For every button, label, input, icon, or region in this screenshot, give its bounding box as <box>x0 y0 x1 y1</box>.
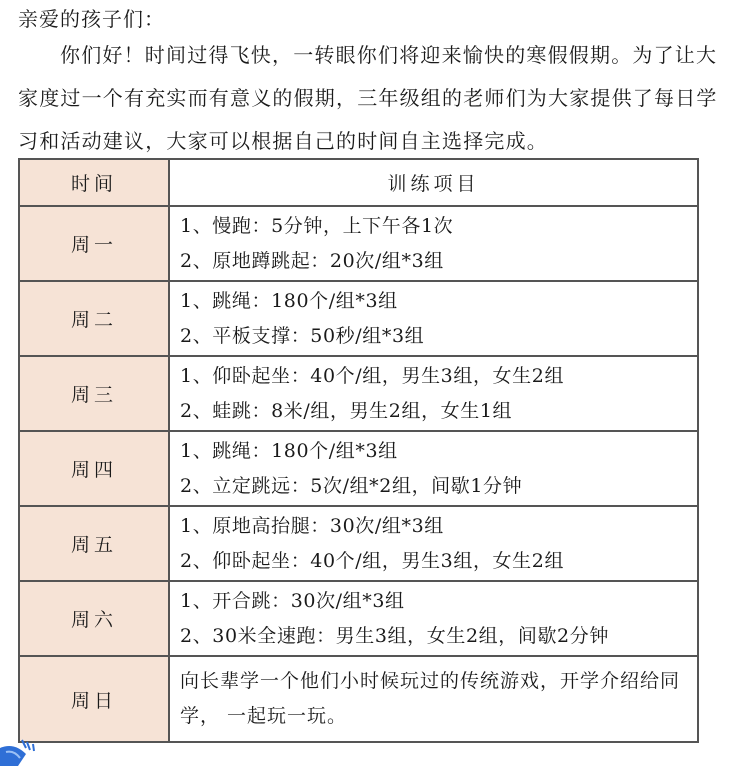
training-item: 2、原地蹲跳起：20次/组*3组 <box>180 249 444 272</box>
day-cell: 周一 <box>19 206 169 281</box>
training-item: 向长辈学一个他们小时候玩过的传统游戏，开学介绍给同学， 一起玩一玩。 <box>180 670 681 727</box>
letter-greeting: 亲爱的孩子们： <box>18 7 165 31</box>
training-item: 1、原地高抬腿：30次/组*3组 <box>180 514 444 537</box>
day-cell: 周四 <box>19 431 169 506</box>
items-cell <box>169 281 698 356</box>
training-item: 2、30米全速跑：男生3组，女生2组，间歇2分钟 <box>180 624 609 647</box>
training-item: 2、蛙跳：8米/组，男生2组，女生1组 <box>180 399 513 422</box>
blue-decoration-icon <box>0 738 40 766</box>
items-cell <box>169 206 698 281</box>
letter-intro: 你们好！时间过得飞快，一转眼你们将迎来愉快的寒假假期。为了让大家度过一个有充实而有意义的假期，三年级组的老师们为大家提供了每日学习和活动建议，大家可以根据自己的时间自主选择完成。 <box>18 43 718 153</box>
training-item: 1、跳绳：180个/组*3组 <box>180 439 398 462</box>
day-cell: 周二 <box>19 281 169 356</box>
items-cell <box>169 656 698 742</box>
training-item: 1、慢跑：5分钟，上下午各1次 <box>180 214 454 237</box>
table-row-saturday <box>19 581 698 656</box>
table-header-row <box>19 159 698 206</box>
items-cell <box>169 581 698 656</box>
items-cell <box>169 356 698 431</box>
header-training-items: 训练项目 <box>169 159 698 206</box>
day-cell: 周六 <box>19 581 169 656</box>
training-item: 1、跳绳：180个/组*3组 <box>180 289 398 312</box>
training-item: 2、平板支撑：50秒/组*3组 <box>180 324 425 347</box>
items-cell <box>169 506 698 581</box>
training-item: 1、仰卧起坐：40个/组，男生3组，女生2组 <box>180 364 565 387</box>
items-cell <box>169 431 698 506</box>
training-item: 2、仰卧起坐：40个/组，男生3组，女生2组 <box>180 549 565 572</box>
table-row-thursday <box>19 431 698 506</box>
table-row-monday <box>19 206 698 281</box>
day-cell: 周日 <box>19 656 169 742</box>
table-row-wednesday <box>19 356 698 431</box>
table-row-tuesday <box>19 281 698 356</box>
day-cell: 周三 <box>19 356 169 431</box>
table-row-friday <box>19 506 698 581</box>
header-time: 时间 <box>19 159 169 206</box>
training-schedule-table <box>18 158 699 743</box>
day-cell: 周五 <box>19 506 169 581</box>
table-row-sunday <box>19 656 698 742</box>
training-item: 2、立定跳远：5次/组*2组，间歇1分钟 <box>180 474 523 497</box>
training-item: 1、开合跳：30次/组*3组 <box>180 589 405 612</box>
